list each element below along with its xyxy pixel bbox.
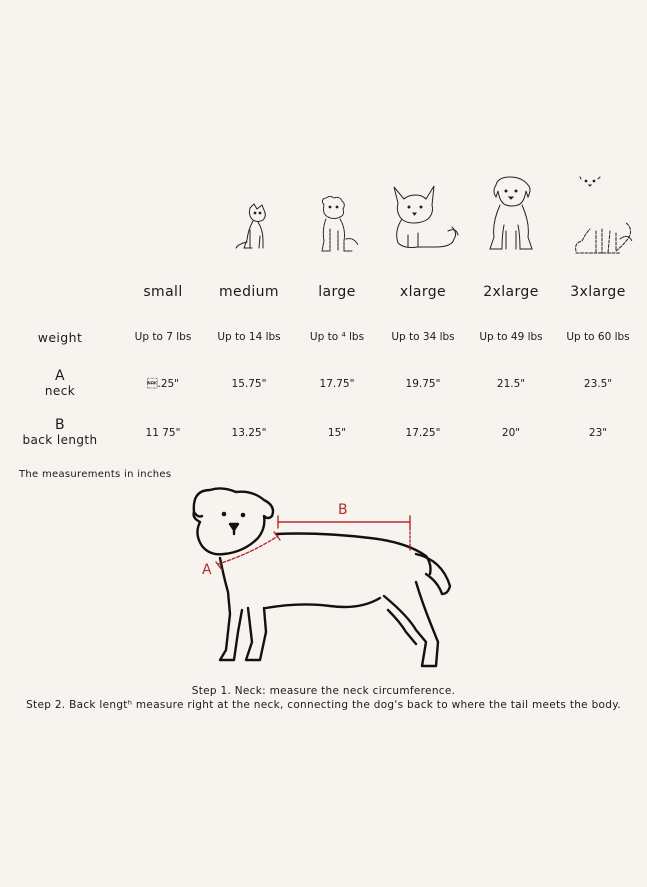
weight-row-title: weight — [37, 330, 83, 345]
retriever-icon — [484, 175, 540, 257]
weight-medium: Up to 14 lbs — [217, 331, 281, 343]
neck-label: neck — [44, 384, 76, 398]
measurement-diagram — [180, 482, 470, 682]
fluffy-dog-icon — [388, 183, 460, 255]
neck-medium: 15.75" — [231, 378, 267, 390]
dog-size-icons — [0, 165, 647, 265]
weight-large: Up to ⁴ lbs — [309, 331, 365, 343]
neck-large: 17.75" — [319, 378, 355, 390]
size-header-row — [0, 284, 647, 304]
neck-small: .25" — [146, 378, 180, 390]
back-small: 11 75" — [145, 427, 181, 439]
weight-3xlarge: Up to 60 lbs — [566, 331, 630, 343]
diagram-label-b: B — [338, 502, 348, 518]
back-length-label: back length — [22, 433, 98, 447]
size-small: small — [143, 284, 183, 300]
neck-letter: A — [55, 368, 65, 384]
back-xlarge: 17.25" — [405, 427, 441, 439]
size-large: large — [318, 284, 356, 300]
chihuahua-icon — [230, 200, 280, 255]
measurement-note: The measurements in inches — [19, 469, 172, 480]
neck-3xlarge: 23.5" — [583, 378, 613, 390]
sheepdog-icon — [570, 173, 636, 259]
neck-2xlarge: 21.5" — [496, 378, 526, 390]
diagram-dog-drawing — [194, 488, 450, 666]
neck-xlarge: 19.75" — [405, 378, 441, 390]
back-length-row-title — [10, 418, 110, 448]
diagram-label-a: A — [202, 562, 212, 578]
step-2-text: Step 2. Back lengtʰ measure right at the neck, connecting the dog's back to where the tail meets the body. — [26, 699, 621, 711]
weight-small: Up to 7 lbs — [134, 331, 192, 343]
back-length-letter: B — [54, 417, 65, 433]
back-2xlarge: 20" — [501, 427, 521, 439]
back-medium: 13.25" — [231, 427, 267, 439]
size-2xlarge: 2xlarge — [483, 284, 539, 300]
neck-measure-line — [216, 532, 280, 570]
size-3xlarge: 3xlarge — [570, 284, 626, 300]
weight-2xlarge: Up to 49 lbs — [479, 331, 543, 343]
size-medium: medium — [219, 284, 279, 300]
step-1-text: Step 1. Neck: measure the neck circumference. — [191, 685, 456, 697]
size-xlarge: xlarge — [399, 284, 447, 300]
back-large: 15" — [327, 427, 347, 439]
weight-xlarge: Up to 34 lbs — [391, 331, 455, 343]
neck-row-title — [10, 369, 110, 399]
poodle-icon — [310, 195, 362, 255]
back-3xlarge: 23" — [588, 427, 608, 439]
